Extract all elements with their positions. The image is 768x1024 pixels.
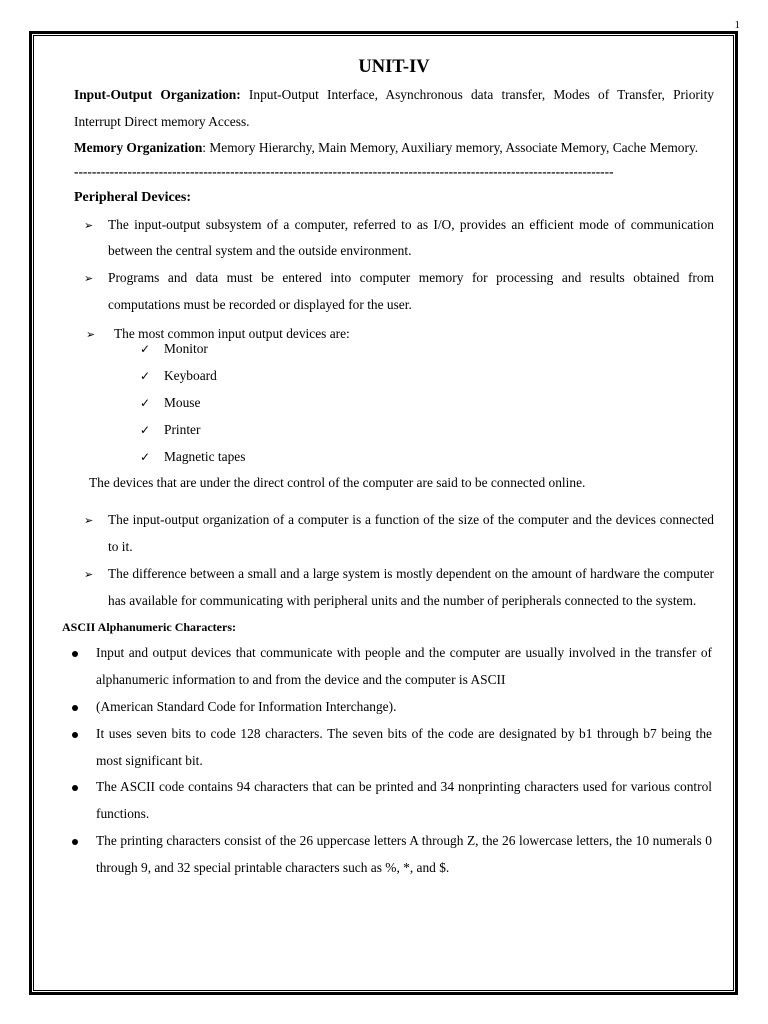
checkmark-icon: ✓ [140,449,151,464]
page-number: 1 [734,19,740,31]
device-item [74,390,714,417]
checkmark-icon: ✓ [140,396,151,411]
ascii-point-text: The printing characters consist of the 26 uppercase letters A through Z, the 26 lowercase letters, the 10 numerals 0 through 9, and 32 special printable characters such as %, *, and $. [96,833,712,875]
bullet-dot-icon [72,651,78,657]
arrow-bullet-icon [84,265,93,293]
peripheral-point [74,212,714,266]
checkmark-icon: ✓ [140,369,151,384]
arrow-bullet-icon [84,561,93,589]
peripheral-point-text: Programs and data must be entered into computer memory for processing and results obtained from computations must be recorded or displayed for the user. [108,270,714,312]
peripheral-point-text: The most common input output devices are: [114,325,350,341]
intro-io-organization [74,82,714,135]
intro-memory-label: Memory Organization [74,140,203,155]
peripheral-point [74,561,714,615]
device-item [74,444,714,471]
peripheral-point [74,265,714,319]
ascii-point [62,721,712,775]
peripheral-point-text: The input-output organization of a computer is a function of the size of the computer and the devices connected to it. [108,512,714,555]
ascii-points [62,640,712,881]
arrow-bullet-icon [84,507,93,535]
bullet-dot-icon [72,839,78,845]
device-item [74,363,714,390]
peripheral-heading: Peripheral Devices: [74,189,192,205]
intro-memory-text: : Memory Hierarchy, Main Memory, Auxiliary memory, Associate Memory, Cache Memory. [202,140,699,155]
device-name: Monitor [164,341,208,357]
device-name: Magnetic tapes [164,448,246,464]
peripheral-point [74,507,714,561]
arrow-bullet-icon [84,212,93,240]
intro-io-label: Input-Output Organization: [74,87,241,102]
ascii-point-text: (American Standard Code for Information Interchange). [96,699,397,715]
online-note: The devices that are under the direct control of the computer are said to be connected online. [89,475,586,491]
ascii-point-text: Input and output devices that communicate with people and the computer are usually involved in the transfer of alphanumeric information to and from the device and the computer is ASCII [96,645,712,688]
peripheral-point-text: The difference between a small and a large system is mostly dependent on the amount of hardware the computer has available for communicating with peripheral units and the number of peripherals connected to the system. [108,565,714,608]
ascii-heading: ASCII Alphanumeric Characters: [62,620,236,635]
device-name: Mouse [164,395,201,411]
peripheral-point-text: The input-output subsystem of a computer, referred to as I/O, provides an efficient mode of communication between the central system and the outside environment. [108,216,714,259]
bullet-dot-icon [72,785,78,791]
peripheral-more-points [74,507,714,614]
peripheral-points [74,212,714,348]
ascii-point [62,640,712,694]
ascii-point [62,828,712,882]
device-item [74,336,714,363]
ascii-point-text: The ASCII code contains 94 characters that can be printed and 34 nonprinting characters used for various control functions. [96,779,712,822]
ascii-point-text: It uses seven bits to code 128 characters. The seven bits of the code are designated by b1 through b7 being the most significant bit. [96,725,712,768]
bullet-dot-icon [72,705,78,711]
intro-memory-organization [74,135,714,162]
bullet-dot-icon [72,732,78,738]
device-list [74,336,714,470]
separator-line: ------------------------------------------------------------------------------------------------------------------------- [74,163,614,179]
checkmark-icon: ✓ [140,342,151,357]
intro-io-text: Input-Output Interface, Asynchronous data transfer, Modes of Transfer, Priority Interrupt Direct memory Access. [74,87,714,129]
ascii-point [62,774,712,828]
device-name: Keyboard [164,368,217,384]
device-name: Printer [164,421,201,437]
device-item [74,417,714,444]
ascii-point [62,694,712,721]
unit-title: UNIT-IV [358,57,430,77]
document-body [62,52,714,882]
checkmark-icon: ✓ [140,422,151,437]
